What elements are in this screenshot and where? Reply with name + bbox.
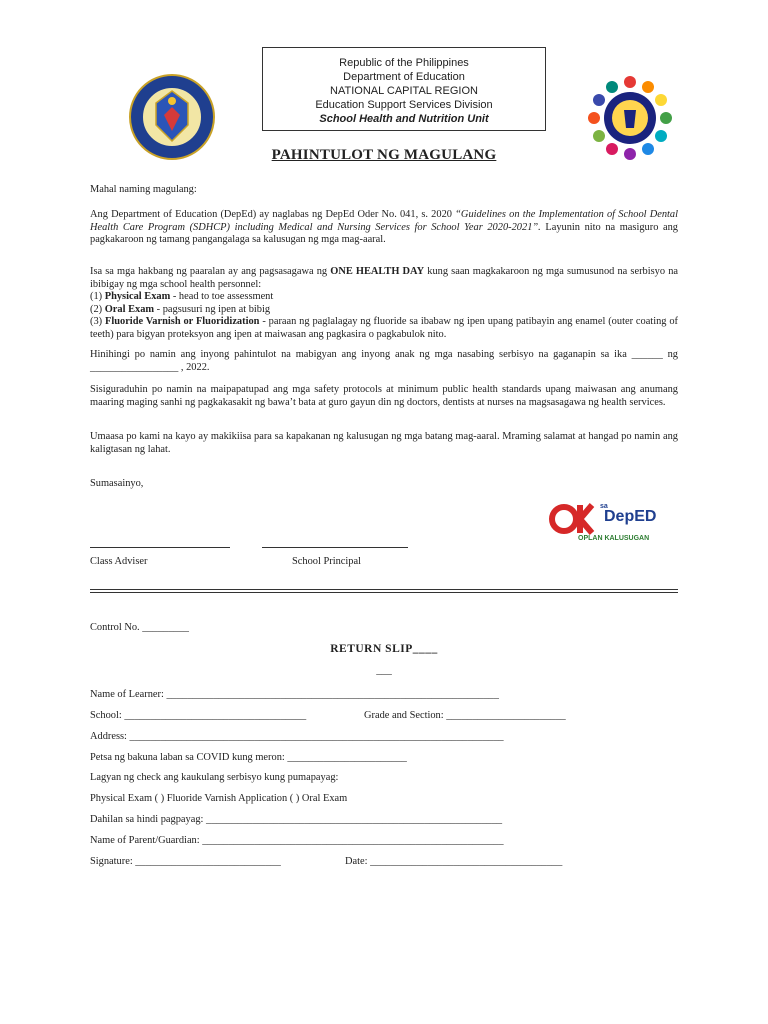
- return-slip-title: [0, 643, 768, 655]
- p1-italic-title: “Guidelines on the Implementation of School Dental Health Care Program (SDHCP) including Medical and Nursing Services for School Year 2020-2021”.: [90, 209, 678, 233]
- item2-bold: Oral Exam: [104, 303, 155, 315]
- ok-sa-deped-logo-icon: [548, 497, 661, 547]
- date-field[interactable]: Date: _____________________________________: [345, 856, 563, 867]
- adviser-label: Class Adviser: [90, 556, 148, 567]
- return-slip-title-underline: ____: [412, 643, 438, 655]
- p1-text-a: Ang Department of Education (DepEd) ay naglabas ng DepEd Oder No. 041, s. 2020: [90, 209, 456, 220]
- services-checkboxes[interactable]: Physical Exam ( ) Fluoride Varnish Application ( ) Oral Exam: [90, 793, 348, 804]
- header-line-republic: Republic of the Philippines: [339, 57, 469, 69]
- item2-num: (2): [90, 303, 105, 315]
- name-of-learner-field[interactable]: Name of Learner: ________________________________________________________________: [90, 689, 499, 700]
- p1-text-b: Layunin nito na masiguro ang pagkakaroon ng tamang pangangalaga sa kalusugan ng mga mag-aaral.: [90, 221, 678, 246]
- p2-bold: ONE HEALTH DAY: [330, 266, 425, 277]
- address-field[interactable]: Address: ________________________________________________________________________: [90, 731, 504, 742]
- item2-rest: - pagsusuri ng ipen at bibig: [154, 303, 271, 315]
- ok-logo-sa: sa: [600, 503, 608, 510]
- reason-field[interactable]: Dahilan sa hindi pagpayag: _________________________________________________________: [90, 814, 503, 825]
- return-slip-sub-underline: ___: [376, 665, 392, 676]
- salutation: Mahal naming magulang:: [90, 184, 197, 195]
- grade-section-field[interactable]: Grade and Section: _______________________: [364, 710, 566, 721]
- paragraph-permission: Hinihingi po namin ang inyong pahintulot na mabigyan ang inyong anak ng mga nasabing serbisyo na gaganapin sa ika ______ ng _________________ , 2022.: [90, 349, 678, 373]
- covid-vaccine-date-field[interactable]: Petsa ng bakuna laban sa COVID kung meron: _______________________: [90, 752, 407, 763]
- header-line-unit: School Health and Nutrition Unit: [319, 113, 489, 125]
- paragraph-safety: Sisiguraduhin po namin na maipapatupad ang mga safety protocols at minimum public health standards upang maiwasan ang anumang maaring maging sanhi ng pagkakasakit ng bawa’t bata at guro gayun din ng doctors, dentists at nurses na magsasagawa ng health services.: [90, 384, 678, 408]
- item3-bold: Fluoride Varnish or Fluoridization: [104, 316, 260, 328]
- page-title: PAHINTULOT NG MAGULANG: [271, 147, 497, 163]
- header-line-region: NATIONAL CAPITAL REGION: [330, 85, 478, 97]
- check-instruction: Lagyan ng check ang kaukulang serbisyo kung pumapayag:: [90, 772, 339, 783]
- p2-text-a: Isa sa mga hakbang ng paaralan ay ang pagsasagawa ng: [90, 266, 331, 277]
- paragraph-closing-thanks: Umaasa po kami na kayo ay makikiisa para sa kapakanan ng kalusugan ng mga batang mag-aaral. Mraming salamat at hangad po namin ang kaligtasan ng lahat.: [90, 431, 678, 455]
- principal-signature-line: [262, 547, 408, 548]
- item1-bold: Physical Exam: [104, 291, 171, 303]
- return-slip-title-text: RETURN SLIP: [330, 643, 413, 655]
- header-line-department: Department of Education: [343, 71, 465, 83]
- principal-label: School Principal: [292, 556, 361, 567]
- header-line-division: Education Support Services Division: [315, 99, 493, 111]
- item3-rest: - paraan ng paglalagay ng fluoride sa ibabaw ng ipen upang patibayin ang enamel (outer coating of teeth) para bigyan proteksyon ang ipen at maiwasan ang pagkasira o pagkabulok nito.: [90, 316, 678, 340]
- p2-text-b: kung saan magkakaroon ng mga sumusunod na serbisyo na ibibigay ng mga school health personnel:: [90, 266, 678, 290]
- paragraph-deped-order: [90, 209, 678, 247]
- control-number: Control No. _________: [90, 622, 190, 633]
- ok-logo-sub: OPLAN KALUSUGAN: [578, 535, 650, 542]
- ok-logo-deped: DepED: [604, 508, 657, 525]
- cut-divider: [90, 589, 678, 593]
- item1-rest: - head to toe assessment: [170, 291, 274, 303]
- item1-num: (1): [90, 291, 105, 303]
- closing: Sumasainyo,: [90, 478, 144, 489]
- parent-guardian-field[interactable]: Name of Parent/Guardian: __________________________________________________________: [90, 835, 504, 846]
- header-box: [262, 47, 546, 131]
- item3-num: (3): [90, 316, 105, 328]
- school-field[interactable]: School: ___________________________________: [90, 710, 307, 721]
- paragraph-health-day: [90, 266, 678, 342]
- adviser-signature-line: [90, 547, 230, 548]
- signature-field[interactable]: Signature: ____________________________: [90, 856, 281, 867]
